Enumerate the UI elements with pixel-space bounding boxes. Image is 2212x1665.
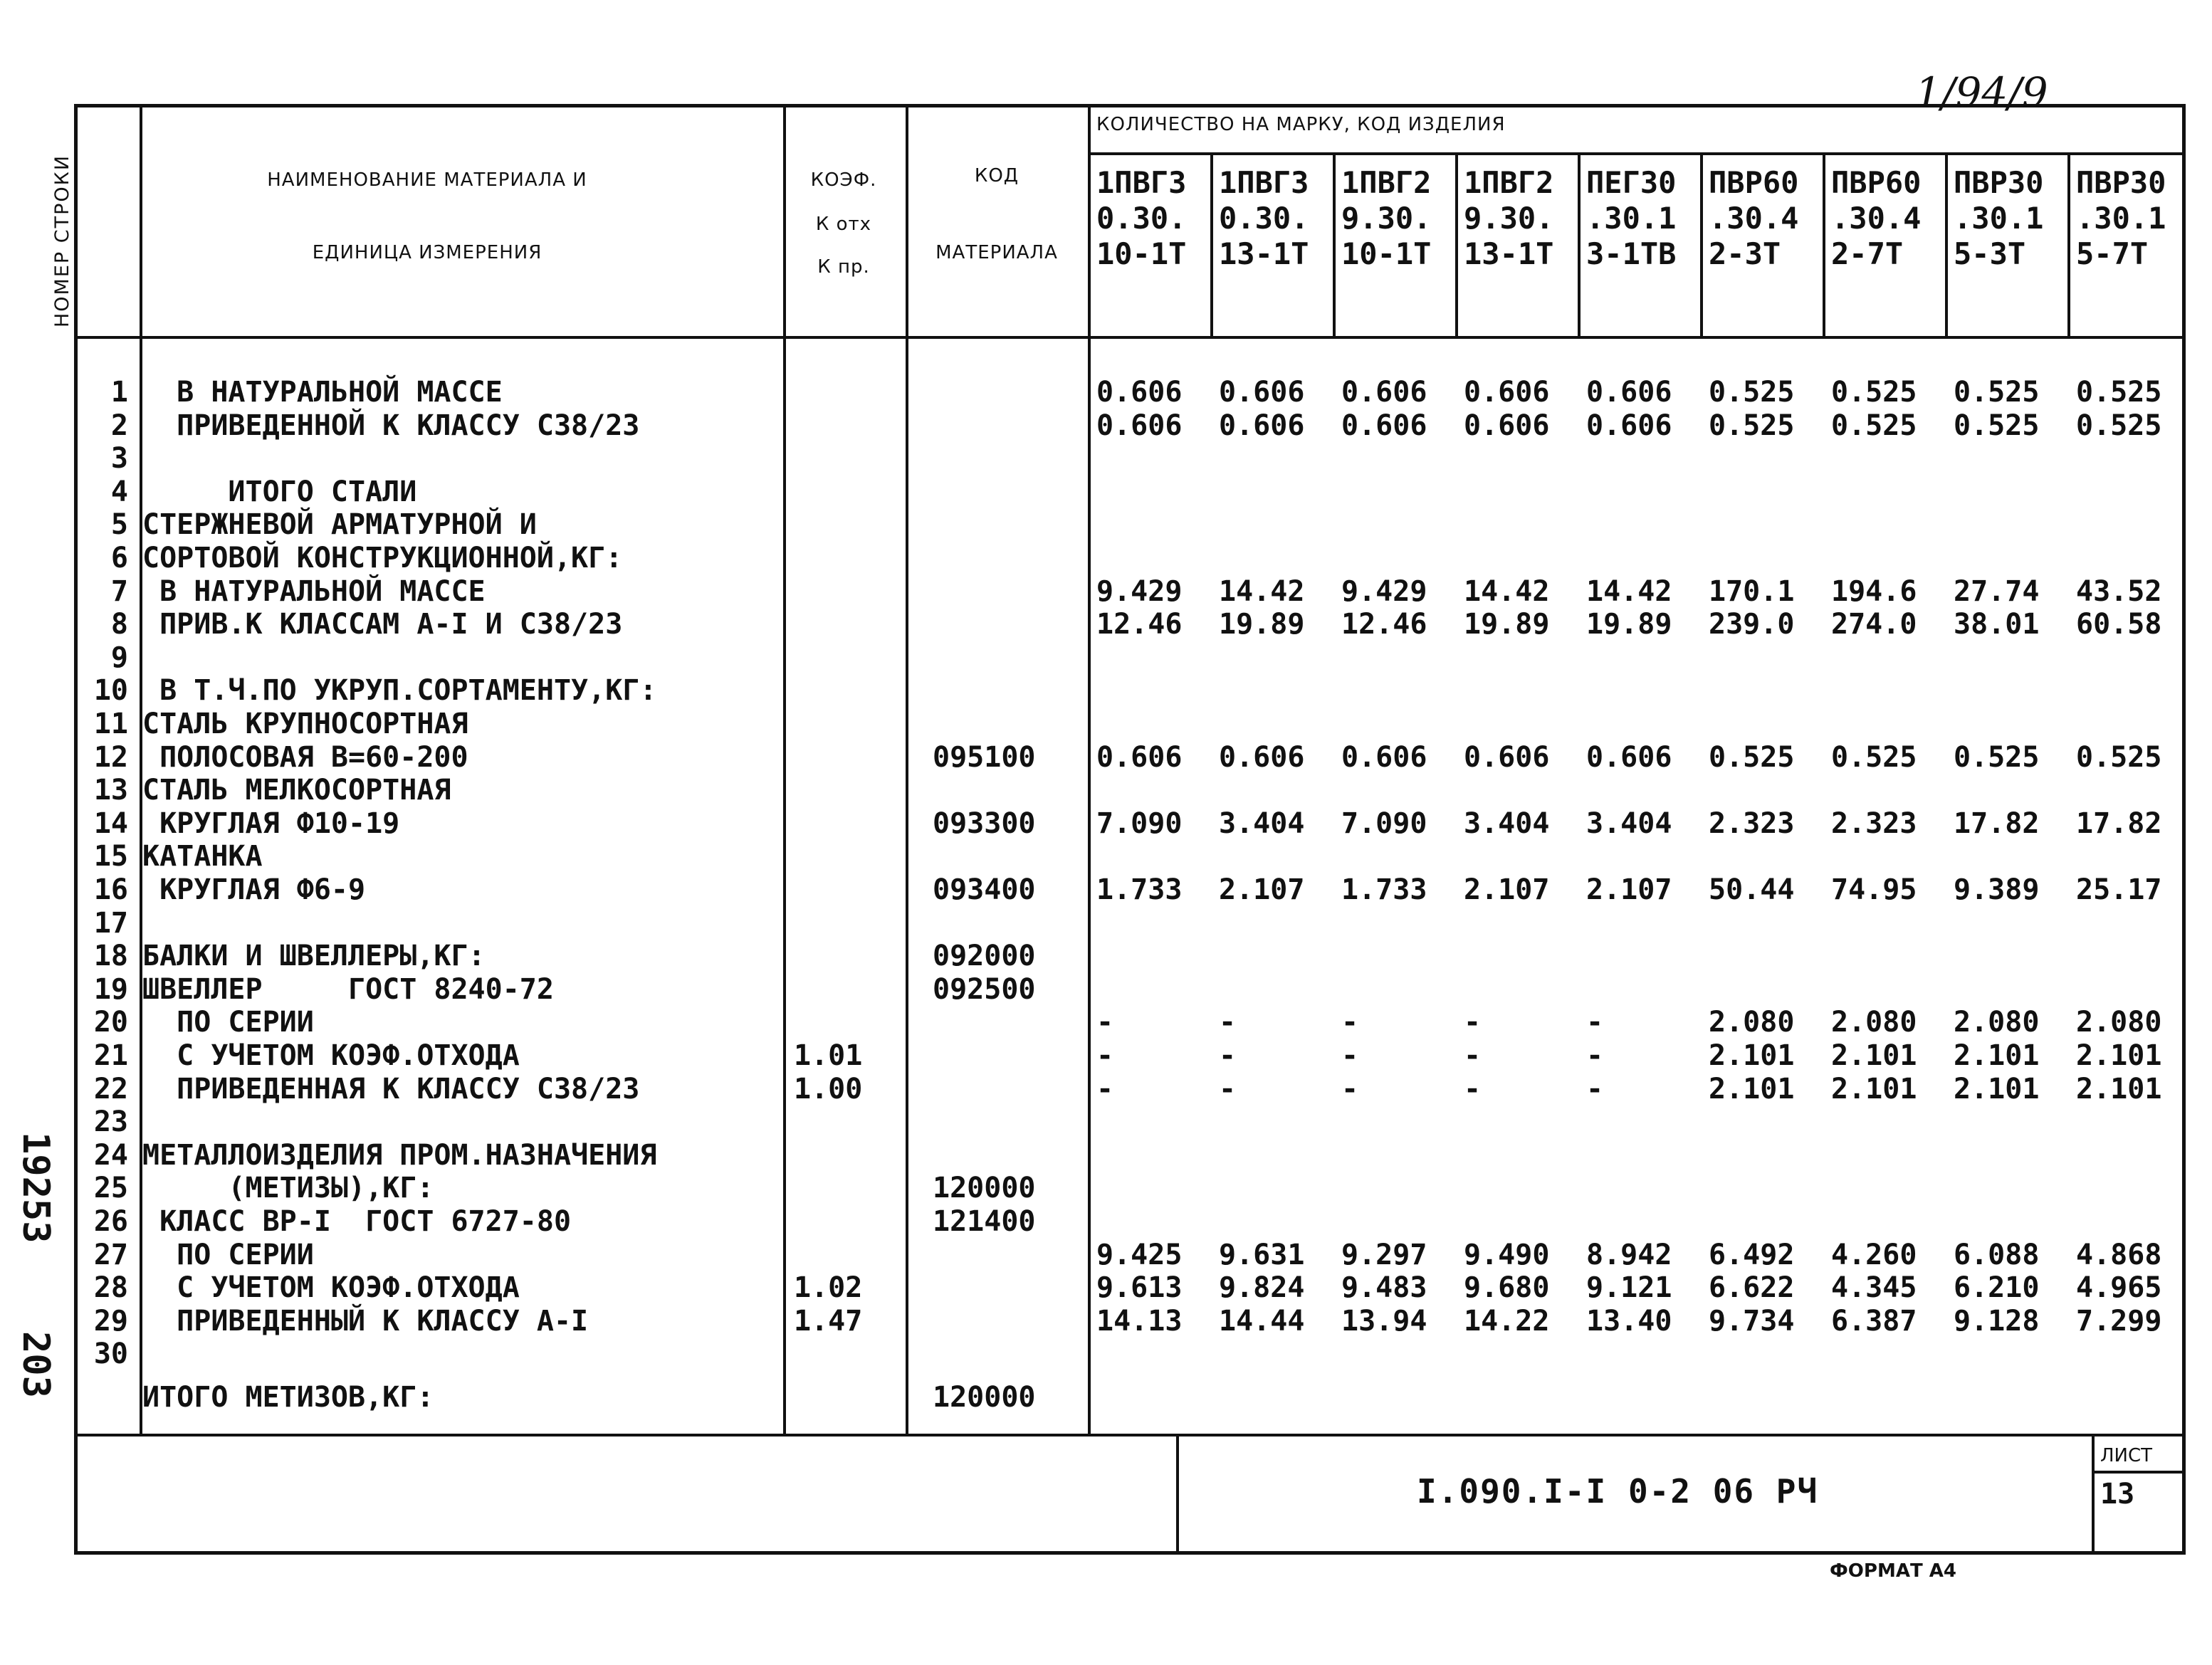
quantity-cell: - [1341, 1039, 1359, 1072]
material-name: СТАЛЬ МЕЛКОСОРТНАЯ [142, 774, 451, 807]
material-name: КЛАСС ВР-I ГОСТ 6727-80 [142, 1205, 572, 1238]
material-name: КРУГЛАЯ Ф10-19 [142, 807, 400, 840]
material-name: ПОЛОСОВАЯ В=60-200 [142, 740, 468, 774]
row-number: 2 [110, 409, 128, 442]
col-header: ПВР30 .30.1 5-7Т [2076, 165, 2166, 271]
name-header-1: НАИМЕНОВАНИЕ МАТЕРИАЛА И [267, 169, 587, 191]
quantity-cell: 8.942 [1586, 1238, 1672, 1271]
quantity-cell: 0.525 [1954, 740, 2040, 774]
header-bottom-line [74, 336, 2186, 339]
quantity-cell: 14.42 [1586, 574, 1672, 608]
margin-page-number: 203 [14, 1331, 57, 1398]
row-number: 23 [93, 1105, 128, 1139]
quantity-cell: 0.525 [1709, 740, 1795, 774]
coefficient: 1.02 [794, 1271, 863, 1305]
quantity-cell: 43.52 [2076, 574, 2162, 608]
quantity-cell: 0.606 [1341, 409, 1427, 442]
quantity-cell: 9.128 [1954, 1304, 2040, 1338]
quantity-cell: 2.101 [1831, 1072, 1917, 1105]
col-header: 1ПВГ2 9.30. 10-1Т [1341, 165, 1432, 271]
quantity-cell: 27.74 [1954, 574, 2040, 608]
quantity-cell: 74.95 [1831, 873, 1917, 906]
handwritten-stamp: 1/94/9 [1915, 68, 2048, 117]
material-name: КАТАНКА [142, 840, 263, 873]
quantity-cell: 14.42 [1464, 574, 1550, 608]
quantity-cell: - [1219, 1072, 1237, 1105]
quantity-cell: 14.13 [1096, 1304, 1183, 1338]
material-name: В Т.Ч.ПО УКРУП.СОРТАМЕНТУ,КГ: [142, 674, 657, 708]
quantity-cell: 0.525 [1954, 376, 2040, 409]
quantity-cell: 4.260 [1831, 1238, 1917, 1271]
quantity-cell: 1.733 [1341, 873, 1427, 906]
table-row [0, 1105, 2212, 1138]
material-name: ИТОГО СТАЛИ [142, 475, 417, 508]
quantity-cell: 19.89 [1586, 608, 1672, 641]
quantity-cell: - [1096, 1072, 1114, 1105]
quantity-cell: 9.121 [1586, 1271, 1672, 1305]
table-row [0, 873, 2212, 906]
material-name: ПРИВ.К КЛАССАМ А-I И С38/23 [142, 608, 623, 641]
quantity-cell: 0.525 [1831, 740, 1917, 774]
koef-header-3: К пр. [817, 256, 870, 278]
row-number: 21 [93, 1039, 128, 1072]
quantity-cell: 2.080 [2076, 1006, 2162, 1039]
quantity-cell: 6.622 [1709, 1271, 1795, 1305]
quantity-cell: 2.101 [1954, 1039, 2040, 1072]
table-row [0, 1338, 2212, 1370]
material-name: (МЕТИЗЫ),КГ: [142, 1172, 434, 1205]
quantity-cell: 9.429 [1341, 574, 1427, 608]
material-name: ИТОГО МЕТИЗОВ,КГ: [142, 1381, 434, 1414]
quantity-cell: 9.483 [1341, 1271, 1427, 1305]
quantity-cell: 0.606 [1096, 740, 1183, 774]
quantity-cell: 6.492 [1709, 1238, 1795, 1271]
row-number: 13 [93, 774, 128, 807]
quantity-cell: 9.297 [1341, 1238, 1427, 1271]
quantity-cell: 2.107 [1219, 873, 1305, 906]
quantity-cell: 0.525 [2076, 740, 2162, 774]
quantity-cell: - [1096, 1039, 1114, 1072]
quantity-cell: 0.606 [1586, 409, 1672, 442]
row-number: 17 [93, 906, 128, 940]
row-number: 19 [93, 972, 128, 1006]
quantity-cell: 4.868 [2076, 1238, 2162, 1271]
table-row [0, 1239, 2212, 1271]
quantity-cell: 9.824 [1219, 1271, 1305, 1305]
quantity-cell: 9.680 [1464, 1271, 1550, 1305]
table-row [0, 741, 2212, 774]
quantity-cell: - [1464, 1039, 1482, 1072]
quantity-cell: 4.345 [1831, 1271, 1917, 1305]
quantity-cell: 17.82 [1954, 807, 2040, 840]
row-number: 3 [110, 442, 128, 476]
quantity-cell: 0.606 [1219, 376, 1305, 409]
material-name: СОРТОВОЙ КОНСТРУКЦИОННОЙ,КГ: [142, 542, 623, 574]
list-sep [2092, 1434, 2095, 1555]
quantity-cell: 3.404 [1586, 807, 1672, 840]
row-number: 14 [93, 807, 128, 840]
quantity-cell: 170.1 [1709, 574, 1795, 608]
row-number: 1 [110, 376, 128, 409]
quantity-cell: 0.606 [1096, 409, 1183, 442]
quantity-cell: 14.22 [1464, 1304, 1550, 1338]
quantity-cell: 2.101 [1954, 1072, 2040, 1105]
quantity-cell: 0.606 [1219, 409, 1305, 442]
quantity-cell: 0.525 [1831, 409, 1917, 442]
quantity-cell: 0.525 [1831, 376, 1917, 409]
material-code: 092000 [933, 940, 1036, 973]
row-number: 20 [93, 1006, 128, 1039]
margin-inventory-number: 19253 [14, 1132, 57, 1244]
quantity-cell: - [1341, 1072, 1359, 1105]
quantity-cell: 50.44 [1709, 873, 1795, 906]
material-name: ПО СЕРИИ [142, 1238, 314, 1271]
row-number: 5 [110, 508, 128, 542]
material-name: В НАТУРАЛЬНОЙ МАССЕ [142, 574, 486, 608]
quantity-cell: 2.101 [1709, 1072, 1795, 1105]
table-row [0, 1139, 2212, 1172]
quantity-cell: 0.525 [1709, 409, 1795, 442]
quantity-cell: 2.080 [1709, 1006, 1795, 1039]
quantity-cell: 0.606 [1341, 376, 1427, 409]
table-row [0, 608, 2212, 641]
table-row [0, 1073, 2212, 1105]
table-row [0, 575, 2212, 608]
sheet-number: 13 [2100, 1478, 2135, 1511]
col-header: ПВР30 .30.1 5-3Т [1954, 165, 2044, 271]
quantity-cell: 239.0 [1709, 608, 1795, 641]
table-row [0, 641, 2212, 674]
quantity-cell: 2.101 [2076, 1039, 2162, 1072]
row-number: 4 [110, 475, 128, 508]
quantity-cell: 13.94 [1341, 1304, 1427, 1338]
table-row [0, 907, 2212, 940]
table-row [0, 1381, 2212, 1414]
table-row [0, 542, 2212, 574]
quantity-cell: 25.17 [2076, 873, 2162, 906]
row-number: 9 [110, 641, 128, 674]
col-header: 1ПВГ3 0.30. 10-1Т [1096, 165, 1187, 271]
quantity-cell: 19.89 [1464, 608, 1550, 641]
titleblock-sep [1176, 1434, 1179, 1555]
format-label: ФОРМАТ А4 [1830, 1560, 1956, 1582]
col-header: ПЕГ30 .30.1 3-1ТВ [1586, 165, 1677, 271]
quantity-cell: 14.42 [1219, 574, 1305, 608]
quantity-cell: 2.323 [1709, 807, 1795, 840]
quantity-cell: 2.080 [1831, 1006, 1917, 1039]
quantity-cell: 2.080 [1954, 1006, 2040, 1039]
row-number-header: НОМЕР СТРОКИ [51, 154, 73, 327]
code-header-2: МАТЕРИАЛА [935, 242, 1058, 263]
quantity-cell: 13.40 [1586, 1304, 1672, 1338]
quantity-cell: 0.525 [2076, 409, 2162, 442]
quantity-cell: 0.525 [2076, 376, 2162, 409]
quantity-cell: 6.387 [1831, 1304, 1917, 1338]
coefficient: 1.47 [794, 1304, 863, 1338]
table-row [0, 774, 2212, 807]
material-name: КРУГЛАЯ Ф6-9 [142, 873, 366, 906]
material-code: 093300 [933, 807, 1036, 840]
table-row [0, 1172, 2212, 1204]
quantity-cell: 6.210 [1954, 1271, 2040, 1305]
material-name: БАЛКИ И ШВЕЛЛЕРЫ,КГ: [142, 940, 486, 973]
quantity-cell: 19.89 [1219, 608, 1305, 641]
quantity-cell: 0.525 [1954, 409, 2040, 442]
quantity-cell: 6.088 [1954, 1238, 2040, 1271]
table-row [0, 1006, 2212, 1039]
row-number: 15 [93, 840, 128, 873]
quantity-cell: 0.606 [1464, 376, 1550, 409]
koef-header-2: К отх [815, 214, 872, 235]
row-number: 10 [93, 674, 128, 708]
table-row [0, 708, 2212, 740]
quantity-cell: 2.107 [1586, 873, 1672, 906]
material-name: С УЧЕТОМ КОЭФ.ОТХОДА [142, 1039, 520, 1072]
row-number: 12 [93, 740, 128, 774]
table-row [0, 376, 2212, 409]
quantity-cell: 0.606 [1464, 740, 1550, 774]
row-number: 8 [110, 608, 128, 641]
quantity-cell: 9.425 [1096, 1238, 1183, 1271]
quantity-cell: - [1096, 1006, 1114, 1039]
quantity-cell: 0.606 [1219, 740, 1305, 774]
quantity-cell: 0.606 [1096, 376, 1183, 409]
table-row [0, 973, 2212, 1006]
row-number: 7 [110, 574, 128, 608]
coefficient: 1.01 [794, 1039, 863, 1072]
row-number: 27 [93, 1238, 128, 1271]
material-name: СТАЛЬ КРУПНОСОРТНАЯ [142, 708, 468, 740]
row-number: 16 [93, 873, 128, 906]
table-row [0, 807, 2212, 840]
quantity-cell: - [1586, 1039, 1604, 1072]
quantity-cell: 9.613 [1096, 1271, 1183, 1305]
quantity-cell: - [1341, 1006, 1359, 1039]
material-name: МЕТАЛЛОИЗДЕЛИЯ ПРОМ.НАЗНАЧЕНИЯ [142, 1138, 657, 1172]
row-number: 26 [93, 1205, 128, 1238]
quantity-cell: 12.46 [1341, 608, 1427, 641]
row-number: 24 [93, 1138, 128, 1172]
quantity-cell: 9.429 [1096, 574, 1183, 608]
row-number: 11 [93, 708, 128, 740]
material-name: ПО СЕРИИ [142, 1006, 314, 1039]
col-header: 1ПВГ2 9.30. 13-1Т [1464, 165, 1554, 271]
quantity-cell: 2.101 [1831, 1039, 1917, 1072]
quantity-cell: 9.490 [1464, 1238, 1550, 1271]
table-row [0, 476, 2212, 508]
col-header: ПВР60 .30.4 2-3Т [1709, 165, 1799, 271]
col-header: ПВР60 .30.4 2-7Т [1831, 165, 1922, 271]
quantity-cell: 2.107 [1464, 873, 1550, 906]
quantity-cell: 2.323 [1831, 807, 1917, 840]
table-row [0, 1271, 2212, 1304]
table-row [0, 1039, 2212, 1072]
quantity-cell: - [1464, 1072, 1482, 1105]
table-row [0, 840, 2212, 873]
quantity-cell: - [1219, 1006, 1237, 1039]
material-code: 093400 [933, 873, 1036, 906]
material-code: 120000 [933, 1172, 1036, 1205]
coefficient: 1.00 [794, 1072, 863, 1105]
material-code: 092500 [933, 972, 1036, 1006]
row-number: 25 [93, 1172, 128, 1205]
list-line [2092, 1471, 2186, 1474]
quantity-cell: 0.606 [1586, 740, 1672, 774]
quantity-cell: 1.733 [1096, 873, 1183, 906]
material-name: С УЧЕТОМ КОЭФ.ОТХОДА [142, 1271, 520, 1305]
quantity-cell: 3.404 [1464, 807, 1550, 840]
quantity-cell: 12.46 [1096, 608, 1183, 641]
quantity-cell: 274.0 [1831, 608, 1917, 641]
quantity-cell: 0.606 [1464, 409, 1550, 442]
quantity-cell: 9.734 [1709, 1304, 1795, 1338]
quantity-cell: - [1219, 1039, 1237, 1072]
quantity-cell: - [1586, 1072, 1604, 1105]
quantity-cell: 7.090 [1341, 807, 1427, 840]
material-code: 095100 [933, 740, 1036, 774]
material-name: СТЕРЖНЕВОЙ АРМАТУРНОЙ И [142, 508, 537, 542]
quantity-cell: 2.101 [2076, 1072, 2162, 1105]
quantity-cell: 9.631 [1219, 1238, 1305, 1271]
quantity-cell: 0.606 [1586, 376, 1672, 409]
table-row [0, 442, 2212, 475]
quantity-cell: - [1464, 1006, 1482, 1039]
quantity-cell: 4.965 [2076, 1271, 2162, 1305]
row-number: 6 [110, 542, 128, 574]
quantity-cell: 0.525 [1709, 376, 1795, 409]
quantity-cell: 7.299 [2076, 1304, 2162, 1338]
table-row [0, 940, 2212, 972]
row-number: 18 [93, 940, 128, 973]
name-header-2: ЕДИНИЦА ИЗМЕРЕНИЯ [312, 242, 542, 263]
quantity-cell: 17.82 [2076, 807, 2162, 840]
table-row [0, 409, 2212, 442]
material-name: ПРИВЕДЕННЫЙ К КЛАССУ А-I [142, 1304, 589, 1338]
table-row [0, 674, 2212, 707]
row-number: 28 [93, 1271, 128, 1305]
quantity-cell: 0.606 [1341, 740, 1427, 774]
quantity-cell: - [1586, 1006, 1604, 1039]
table-bottom-line [74, 1434, 2186, 1436]
quantity-cell: 194.6 [1831, 574, 1917, 608]
quantity-cell: 3.404 [1219, 807, 1305, 840]
material-name: В НАТУРАЛЬНОЙ МАССЕ [142, 376, 503, 409]
material-code: 120000 [933, 1381, 1036, 1414]
row-number: 22 [93, 1072, 128, 1105]
table-row [0, 1305, 2212, 1338]
material-name: ПРИВЕДЕННАЯ К КЛАССУ С38/23 [142, 1072, 640, 1105]
quantity-cell: 9.389 [1954, 873, 2040, 906]
quantity-cell: 38.01 [1954, 608, 2040, 641]
material-name: ШВЕЛЛЕР ГОСТ 8240-72 [142, 972, 554, 1006]
quantity-cell: 2.101 [1709, 1039, 1795, 1072]
koef-header-1: КОЭФ. [810, 169, 877, 191]
quantity-cell: 14.44 [1219, 1304, 1305, 1338]
sheet-label: ЛИСТ [2100, 1445, 2153, 1466]
row-number: 29 [93, 1304, 128, 1338]
quantity-cell: 7.090 [1096, 807, 1183, 840]
qty-header: КОЛИЧЕСТВО НА МАРКУ, КОД ИЗДЕЛИЯ [1096, 114, 1506, 135]
document-code: I.090.I-I 0-2 06 РЧ [1417, 1472, 1819, 1511]
quantity-cell: 60.58 [2076, 608, 2162, 641]
table-row [0, 1205, 2212, 1238]
col-header: 1ПВГ3 0.30. 13-1Т [1219, 165, 1309, 271]
material-name: ПРИВЕДЕННОЙ К КЛАССУ С38/23 [142, 409, 640, 442]
code-header-1: КОД [974, 165, 1019, 187]
table-row [0, 508, 2212, 541]
qty-header-line [1088, 152, 2186, 155]
row-number: 30 [93, 1338, 128, 1371]
material-code: 121400 [933, 1205, 1036, 1238]
